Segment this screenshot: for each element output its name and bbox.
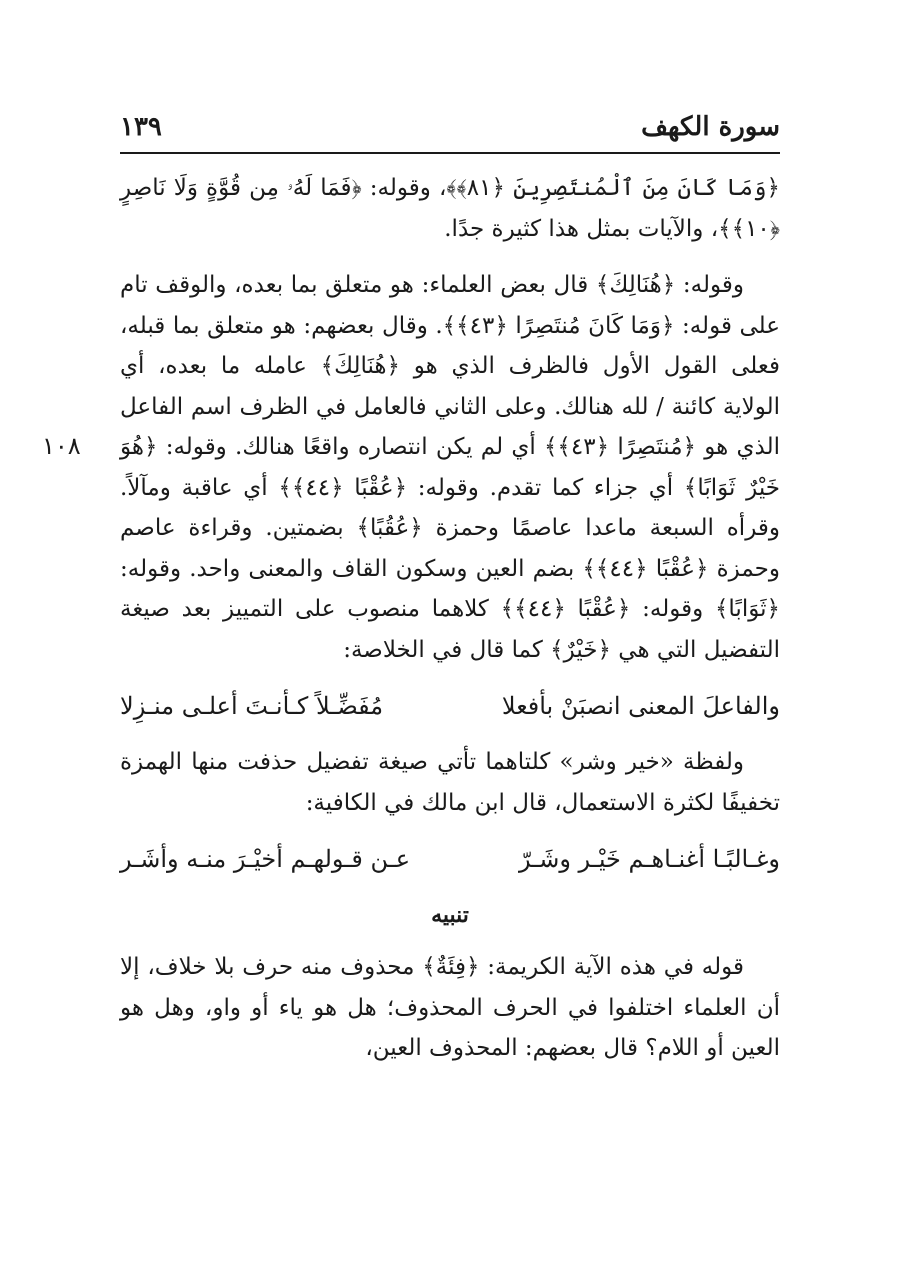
poetry-verse-2 — [120, 839, 780, 879]
margin-page-reference: ١٠٨ — [42, 432, 81, 460]
verse-2-second-hemistich: عـن قـولهـم أخيْـرَ منـه وأشَـر — [120, 845, 411, 873]
page-header — [120, 112, 780, 152]
header-divider — [120, 152, 780, 154]
verse-2-first-hemistich: وغـالبًـا أغنـاهـم خَيْـر وشَـرّ — [518, 845, 780, 873]
section-heading: تنبيه — [431, 902, 469, 928]
paragraph-1: ﴿وَمَا كَانَ مِنَ ٱلْمُنتَصِرِينَ ﴿٨١﴾﴾، وقوله: ﴿فَمَا لَهُۥ مِن قُوَّةٍ وَلَا نَاصِرٍ ﴿١٠﴾﴾، والآيات بمثل هذا كثيرة جدًا. — [120, 175, 780, 242]
verse-1-second-hemistich: مُفَضِّـلاً كـأنـتَ أعلـى منـزِلا — [120, 692, 384, 720]
page-body — [120, 168, 780, 1069]
poetry-verse-1 — [120, 686, 780, 726]
paragraph-3: ولفظة «خير وشر» كلتاهما تأتي صيغة تفضيل حذفت منها الهمزة تخفيفًا لكثرة الاستعمال، قال ابن مالك في الكافية: — [120, 749, 780, 816]
verse-1-first-hemistich: والفاعلَ المعنى انصبَنْ بأفعلا — [501, 692, 780, 720]
surah-title: سورة الكهف — [641, 112, 780, 142]
page-number: ١٣٩ — [120, 112, 162, 142]
paragraph-2: وقوله: ﴿هُنَالِكَ﴾ قال بعض العلماء: هو متعلق بما بعده، والوقف تام على قوله: ﴿وَمَا كَانَ مُنتَصِرًا ﴿٤٣﴾﴾. وقال بعضهم: هو متعلق بما قبله، فعلى القول الأول فالظرف الذي هو ﴿هُنَالِكَ﴾ عامله ما بعده، أي الولاية كائنة / لله هنالك. وعلى الثاني فالعامل في الظرف اسم الفاعل الذي هو ﴿مُنتَصِرًا ﴿٤٣﴾﴾ أي لم يكن انتصاره واقعًا هنالك. وقوله: ﴿هُوَ خَيْرٌ ثَوَابًا﴾ أي جزاء كما تقدم. وقوله: ﴿عُقْبًا ﴿٤٤﴾﴾ أي عاقبة ومآلاً. وقرأه السبعة ماعدا عاصمًا وحمزة ﴿عُقُبًا﴾ بضمتين. وقراءة عاصم وحمزة ﴿عُقْبًا ﴿٤٤﴾﴾ بضم العين وسكون القاف والمعنى واحد. وقوله: ﴿ثَوَابًا﴾ وقوله: ﴿عُقْبًا ﴿٤٤﴾﴾ كلاهما منصوب على التمييز بعد صيغة التفضيل التي هي ﴿خَيْرٌ﴾ كما قال في الخلاصة: — [120, 272, 781, 663]
paragraph-4: قوله في هذه الآية الكريمة: ﴿فِئَةٌ﴾ محذوف منه حرف بلا خلاف، إلا أن العلماء اختلفوا في الحرف المحذوف؛ هل هو ياء أو واو، وهل هو العين أو اللام؟ قال بعضهم: المحذوف العين، — [120, 954, 780, 1061]
